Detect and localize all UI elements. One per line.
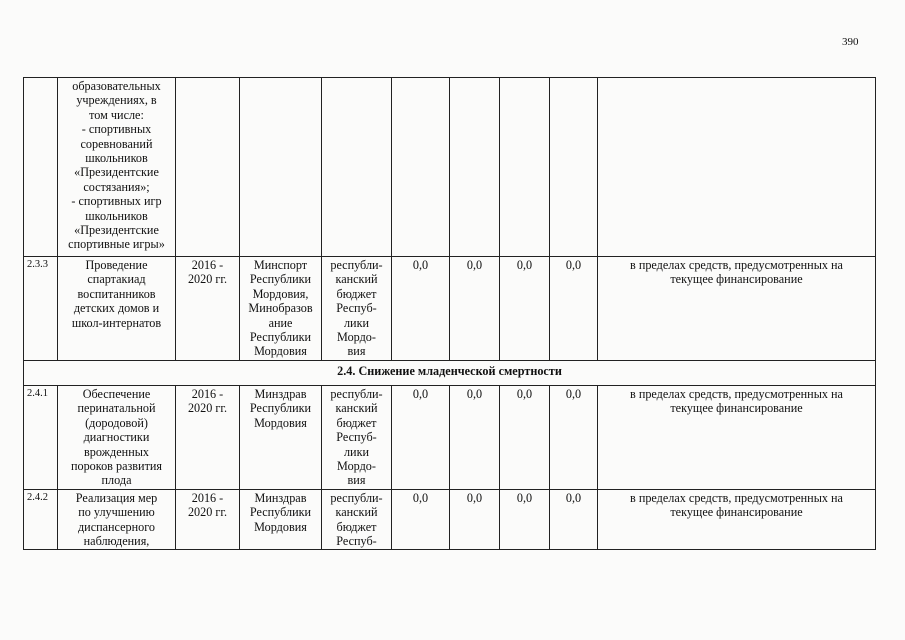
value-cell — [550, 78, 598, 257]
measure-name: Обеспечение перинатальной (дородовой) диагностики врожденных пороков развития плода — [58, 386, 176, 490]
funding-source-cell: республи- канский бюджет Респуб- лики Мордо- вия — [322, 257, 392, 361]
value-cell: 0,0 — [392, 257, 450, 361]
executor-cell: Минздрав Республики Мордовия — [240, 386, 322, 490]
value-cell: 0,0 — [500, 257, 550, 361]
value-cell: 0,0 — [500, 386, 550, 490]
value-cell: 0,0 — [450, 386, 500, 490]
measure-name: Реализация мер по улучшению диспансерного наблюдения, — [58, 489, 176, 550]
value-cell — [392, 78, 450, 257]
period-cell: 2016 - 2020 гг. — [176, 257, 240, 361]
value-cell — [450, 78, 500, 257]
table-row — [24, 489, 876, 550]
value-cell: 0,0 — [550, 489, 598, 550]
value-cell: 0,0 — [550, 386, 598, 490]
funding-source-cell — [322, 78, 392, 257]
value-cell: 0,0 — [500, 489, 550, 550]
row-number: 2.4.2 — [24, 489, 58, 550]
funding-source-cell: республи- канский бюджет Респуб- — [322, 489, 392, 550]
table-row — [24, 386, 876, 490]
table-row — [24, 78, 876, 257]
period-cell: 2016 - 2020 гг. — [176, 386, 240, 490]
executor-cell: Минздрав Республики Мордовия — [240, 489, 322, 550]
value-cell: 0,0 — [450, 489, 500, 550]
note-cell: в пределах средств, предусмотренных на текущее финансирование — [598, 489, 876, 550]
note-cell: в пределах средств, предусмотренных на текущее финансирование — [598, 257, 876, 361]
value-cell: 0,0 — [392, 386, 450, 490]
row-number: 2.3.3 — [24, 257, 58, 361]
period-cell — [176, 78, 240, 257]
value-cell — [500, 78, 550, 257]
row-number: 2.4.1 — [24, 386, 58, 490]
measure-name: образовательных учреждениях, в том числе: - спортивных соревнований школьников «Президентские состязания»; - спортивных игр школьников «Президентские спортивные игры» — [58, 78, 176, 257]
table-row — [24, 257, 876, 361]
section-title: 2.4. Снижение младенческой смертности — [24, 361, 876, 386]
page-number: 390 — [842, 36, 859, 48]
row-number — [24, 78, 58, 257]
measure-name: Проведение спартакиад воспитанников детских домов и школ-интернатов — [58, 257, 176, 361]
executor-cell: Минспорт Республики Мордовия, Минобразов ание Республики Мордовия — [240, 257, 322, 361]
funding-source-cell: республи- канский бюджет Респуб- лики Мордо- вия — [322, 386, 392, 490]
value-cell: 0,0 — [392, 489, 450, 550]
value-cell: 0,0 — [450, 257, 500, 361]
note-cell: в пределах средств, предусмотренных на текущее финансирование — [598, 386, 876, 490]
value-cell: 0,0 — [550, 257, 598, 361]
section-header-row — [24, 361, 876, 386]
period-cell: 2016 - 2020 гг. — [176, 489, 240, 550]
program-table — [23, 77, 876, 550]
note-cell — [598, 78, 876, 257]
executor-cell — [240, 78, 322, 257]
